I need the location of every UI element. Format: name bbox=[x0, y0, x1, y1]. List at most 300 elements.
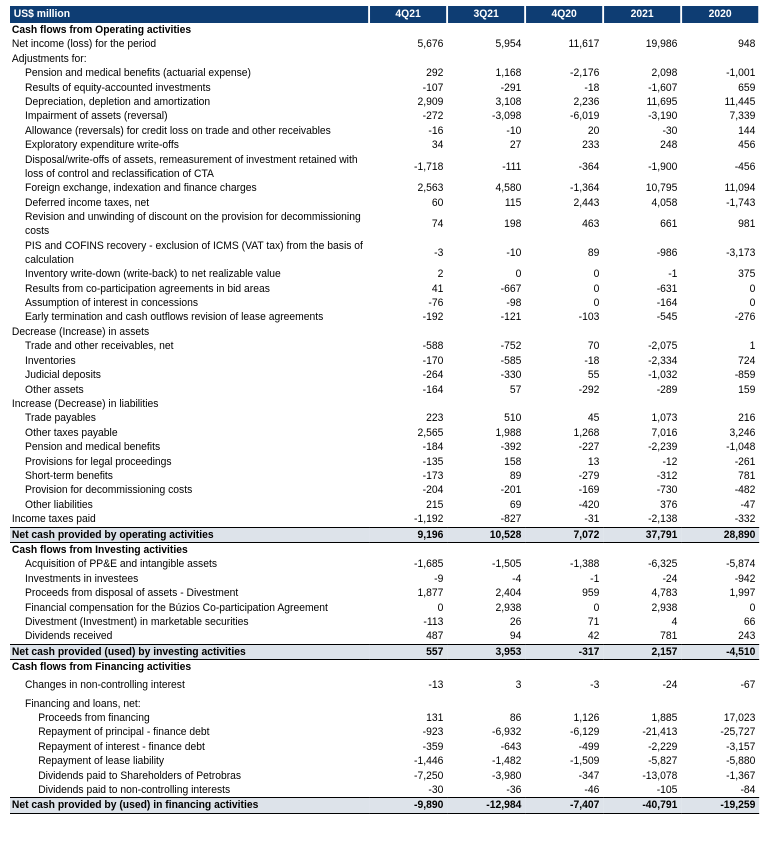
cell-value bbox=[681, 23, 759, 37]
cell-value: 724 bbox=[738, 354, 756, 367]
cell-value: -1 bbox=[668, 268, 678, 281]
cell-value: -164 bbox=[422, 383, 444, 396]
cell-value: 2,443 bbox=[573, 196, 600, 209]
cell-value: 144 bbox=[738, 124, 756, 137]
cell-value: 37,791 bbox=[603, 527, 681, 542]
cell-value: 4 bbox=[671, 616, 678, 628]
cell-value: 1,073 bbox=[651, 412, 678, 425]
cell-value: 981 bbox=[738, 218, 756, 231]
cell-value: 1 bbox=[749, 340, 756, 353]
cell-value: 7,016 bbox=[651, 426, 678, 439]
cell-value: 781 bbox=[738, 469, 756, 482]
table-row bbox=[10, 469, 759, 483]
cell-value: 34 bbox=[431, 139, 444, 152]
cell-value: -5,874 bbox=[726, 558, 756, 571]
cell-value: -631 bbox=[656, 282, 678, 295]
cell-value: 11,695 bbox=[646, 96, 678, 109]
table-row bbox=[10, 354, 759, 368]
row-label: Net cash provided by (used) in financing activities bbox=[10, 798, 369, 813]
table-row bbox=[10, 66, 759, 80]
cell-value bbox=[681, 542, 759, 557]
row-label: Increase (Decrease) in liabilities bbox=[11, 397, 159, 410]
row-label: Proceeds from financing bbox=[38, 712, 150, 725]
table-row bbox=[10, 455, 759, 469]
cell-value bbox=[603, 697, 681, 711]
cell-value: -1,505 bbox=[492, 558, 522, 571]
cell-value: -9,890 bbox=[369, 798, 447, 813]
cell-value: -105 bbox=[656, 784, 678, 797]
cell-value: 0 bbox=[593, 268, 600, 281]
cell-value bbox=[603, 52, 681, 66]
cell-value: -279 bbox=[578, 469, 600, 482]
cell-value: -261 bbox=[734, 455, 756, 468]
cell-value: -76 bbox=[428, 297, 444, 310]
row-label: Provision for decommissioning costs bbox=[25, 484, 193, 497]
table-row bbox=[10, 697, 759, 711]
section-header-row bbox=[10, 660, 759, 675]
cell-value: -173 bbox=[422, 469, 444, 482]
cell-value: -164 bbox=[656, 297, 678, 310]
table-row bbox=[10, 325, 759, 339]
total-row bbox=[10, 527, 759, 542]
cell-value: -667 bbox=[500, 282, 522, 295]
cell-value: -643 bbox=[500, 740, 522, 753]
cell-value: 2,098 bbox=[651, 67, 678, 80]
cell-value: -18 bbox=[584, 81, 600, 94]
cell-value: -7,407 bbox=[525, 798, 603, 813]
table-row bbox=[10, 629, 759, 644]
cell-value: 198 bbox=[504, 218, 522, 231]
cell-value: -67 bbox=[740, 679, 756, 692]
cell-value: 2 bbox=[437, 268, 444, 281]
cell-value: 4,783 bbox=[651, 587, 678, 600]
cell-value: 375 bbox=[738, 268, 756, 281]
cell-value bbox=[681, 52, 759, 66]
cell-value: 115 bbox=[504, 196, 522, 209]
row-label: Allowance (reversals) for credit loss on trade and other receivables bbox=[25, 124, 331, 137]
cell-value: -12 bbox=[662, 455, 678, 468]
cell-value: 487 bbox=[426, 630, 444, 643]
row-label: Decrease (Increase) in assets bbox=[11, 325, 150, 338]
cell-value: -1,032 bbox=[648, 369, 678, 382]
table-row bbox=[10, 196, 759, 210]
cell-value: 70 bbox=[587, 340, 600, 353]
cell-value: 0 bbox=[593, 282, 600, 295]
cell-value: 9,196 bbox=[369, 527, 447, 542]
cell-value bbox=[447, 325, 525, 339]
row-label: Revision and unwinding of discount on the provision for decommissioning costs bbox=[25, 211, 361, 238]
cell-value: 661 bbox=[660, 218, 678, 231]
cell-value: -5,827 bbox=[648, 755, 678, 768]
cell-value: 94 bbox=[509, 630, 522, 643]
cell-value: 86 bbox=[509, 712, 522, 725]
cell-value: 0 bbox=[593, 601, 600, 614]
cell-value: 659 bbox=[738, 81, 756, 94]
cell-value: -2,138 bbox=[648, 513, 678, 526]
cell-value: 248 bbox=[660, 139, 678, 152]
cell-value: 463 bbox=[582, 218, 600, 231]
cell-value: -1,685 bbox=[414, 558, 444, 571]
cell-value: 959 bbox=[582, 587, 600, 600]
cell-value: -204 bbox=[422, 484, 444, 497]
table-header-row bbox=[10, 6, 759, 23]
cell-value: 2,938 bbox=[495, 601, 522, 614]
cell-value: -3,157 bbox=[726, 740, 756, 753]
cell-value: -392 bbox=[500, 441, 522, 454]
cell-value: -13,078 bbox=[642, 769, 678, 782]
column-header: 4Q21 bbox=[369, 6, 447, 23]
cell-value: 42 bbox=[587, 630, 600, 643]
cell-value: -111 bbox=[502, 160, 522, 173]
row-label: Divestment (Investment) in marketable securities bbox=[25, 616, 249, 628]
cash-flow-table bbox=[10, 6, 760, 814]
cash-flow-statement bbox=[10, 6, 756, 814]
table-row bbox=[10, 675, 759, 697]
cell-value: 2,563 bbox=[417, 182, 444, 195]
cell-value bbox=[603, 23, 681, 37]
cell-value: -107 bbox=[422, 81, 444, 94]
section-header-row bbox=[10, 542, 759, 557]
row-label: Pension and medical benefits bbox=[25, 441, 161, 454]
cell-value: 89 bbox=[587, 246, 600, 259]
cell-value: 60 bbox=[431, 196, 444, 209]
cell-value bbox=[525, 23, 603, 37]
cell-value: -942 bbox=[734, 572, 756, 585]
cell-value: 0 bbox=[593, 297, 600, 310]
cell-value: 3 bbox=[515, 679, 522, 692]
cell-value: 26 bbox=[509, 616, 522, 628]
cell-value: -24 bbox=[662, 572, 678, 585]
table-row bbox=[10, 483, 759, 497]
row-label: Foreign exchange, indexation and finance charges bbox=[25, 182, 257, 195]
cell-value bbox=[369, 23, 447, 37]
section-header-row bbox=[10, 23, 759, 37]
cell-value: -2,229 bbox=[648, 740, 678, 753]
cell-value: 2,565 bbox=[417, 426, 444, 439]
table-row bbox=[10, 411, 759, 425]
cell-value: -5,880 bbox=[726, 755, 756, 768]
table-row bbox=[10, 725, 759, 739]
cell-value: 5,676 bbox=[417, 38, 444, 51]
row-label: Repayment of lease liability bbox=[38, 755, 165, 768]
cell-value: -19,259 bbox=[681, 798, 759, 813]
table-row bbox=[10, 124, 759, 138]
cell-value: 10,795 bbox=[645, 182, 678, 195]
cell-value: -3,980 bbox=[492, 769, 522, 782]
cell-value: -420 bbox=[578, 498, 600, 511]
row-label: Trade and other receivables, net bbox=[25, 340, 174, 353]
cell-value: 131 bbox=[426, 712, 444, 725]
table-row bbox=[10, 267, 759, 281]
cell-value: 1,988 bbox=[495, 426, 522, 439]
cell-value: 292 bbox=[426, 67, 444, 80]
cell-value: -3,190 bbox=[648, 110, 678, 123]
table-row bbox=[10, 310, 759, 324]
cell-value bbox=[525, 397, 603, 411]
cell-value: 28,890 bbox=[681, 527, 759, 542]
cell-value: -36 bbox=[506, 784, 522, 797]
cell-value: -3,098 bbox=[492, 110, 522, 123]
table-row bbox=[10, 512, 759, 527]
cell-value: 243 bbox=[738, 630, 756, 643]
cell-value bbox=[681, 325, 759, 339]
cell-value bbox=[447, 660, 525, 675]
table-row bbox=[10, 109, 759, 123]
cell-value: -21,413 bbox=[642, 726, 678, 739]
cell-value: -3 bbox=[590, 679, 600, 692]
cell-value: -1,001 bbox=[726, 67, 756, 80]
cell-value: -12,984 bbox=[447, 798, 525, 813]
cell-value: -347 bbox=[578, 769, 600, 782]
row-label: Deferred income taxes, net bbox=[25, 196, 150, 209]
cell-value: -359 bbox=[422, 740, 444, 753]
cell-value: -499 bbox=[578, 740, 600, 753]
cell-value bbox=[447, 397, 525, 411]
cell-value: 1,997 bbox=[729, 587, 756, 600]
cell-value: -103 bbox=[578, 311, 600, 324]
row-label: Net cash provided (used) by investing activities bbox=[10, 644, 369, 659]
cell-value: -1 bbox=[590, 572, 600, 585]
cell-value bbox=[603, 325, 681, 339]
cell-value: -2,334 bbox=[648, 354, 678, 367]
row-label: Cash flows from Operating activities bbox=[11, 24, 192, 36]
cell-value: 4,058 bbox=[651, 196, 678, 209]
cell-value: -859 bbox=[734, 369, 756, 382]
row-label: Assumption of interest in concessions bbox=[25, 297, 199, 310]
cell-value: -585 bbox=[500, 354, 522, 367]
table-row bbox=[10, 754, 759, 768]
cell-value: -3 bbox=[434, 246, 444, 259]
cell-value: 45 bbox=[587, 412, 600, 425]
table-row bbox=[10, 711, 759, 725]
cell-value: -923 bbox=[422, 726, 444, 739]
cell-value bbox=[369, 52, 447, 66]
cell-value bbox=[525, 542, 603, 557]
cell-value: -30 bbox=[428, 784, 444, 797]
cell-value: 1,168 bbox=[495, 67, 522, 80]
cell-value: -227 bbox=[578, 441, 600, 454]
column-header: 2020 bbox=[681, 6, 759, 23]
column-header: 3Q21 bbox=[447, 6, 525, 23]
cell-value: -364 bbox=[578, 160, 600, 173]
row-label: Inventory write-down (write-back) to net realizable value bbox=[25, 268, 281, 281]
row-label: Changes in non-controlling interest bbox=[25, 679, 185, 692]
table-row bbox=[10, 783, 759, 798]
row-label: Net cash provided by operating activities bbox=[10, 527, 369, 542]
cell-value: 71 bbox=[587, 616, 600, 628]
cell-value: -1,446 bbox=[414, 755, 444, 768]
cell-value bbox=[525, 325, 603, 339]
cell-value: -2,239 bbox=[648, 441, 678, 454]
cell-value bbox=[369, 542, 447, 557]
table-row bbox=[10, 282, 759, 296]
cell-value: 0 bbox=[749, 601, 756, 614]
table-row bbox=[10, 37, 759, 51]
cell-value: -46 bbox=[584, 784, 600, 797]
cell-value: -1,367 bbox=[726, 769, 756, 782]
cell-value: -1,900 bbox=[648, 160, 678, 173]
row-label: Cash flows from Investing activities bbox=[11, 543, 188, 556]
table-row bbox=[10, 52, 759, 66]
row-label: Acquisition of PP&E and intangible assets bbox=[25, 558, 218, 571]
cell-value: -10 bbox=[506, 124, 522, 137]
cell-value: 0 bbox=[515, 268, 522, 281]
cell-value: -1,482 bbox=[492, 755, 522, 768]
cell-value: -7,250 bbox=[414, 769, 444, 782]
table-row bbox=[10, 81, 759, 95]
cell-value bbox=[603, 542, 681, 557]
cell-value bbox=[447, 23, 525, 37]
cell-value: 1,877 bbox=[417, 587, 444, 600]
cell-value bbox=[681, 697, 759, 711]
row-label: Financing and loans, net: bbox=[25, 697, 141, 710]
cell-value: -312 bbox=[656, 469, 678, 482]
cell-value: -276 bbox=[734, 311, 756, 324]
cell-value: -272 bbox=[422, 110, 444, 123]
cell-value: -6,932 bbox=[492, 726, 522, 739]
cell-value: -986 bbox=[656, 246, 678, 259]
row-label: Results of equity-accounted investments bbox=[25, 81, 211, 94]
cell-value: -730 bbox=[656, 484, 678, 497]
row-label: Proceeds from disposal of assets - Divestment bbox=[25, 587, 239, 600]
cell-value: -47 bbox=[740, 498, 756, 511]
cell-value: 41 bbox=[431, 282, 444, 295]
row-label: Judicial deposits bbox=[25, 369, 101, 382]
table-row bbox=[10, 296, 759, 310]
cell-value: -2,075 bbox=[648, 340, 678, 353]
cell-value: 3,246 bbox=[729, 426, 756, 439]
table-row bbox=[10, 601, 759, 615]
cell-value: 7,072 bbox=[525, 527, 603, 542]
cell-value: -291 bbox=[500, 81, 522, 94]
cell-value: -201 bbox=[500, 484, 522, 497]
cell-value: -545 bbox=[656, 311, 678, 324]
total-row bbox=[10, 644, 759, 659]
column-header: 4Q20 bbox=[525, 6, 603, 23]
row-label: Other taxes payable bbox=[25, 426, 118, 439]
cell-value: 69 bbox=[509, 498, 522, 511]
cell-value: -1,048 bbox=[726, 441, 756, 454]
table-row bbox=[10, 586, 759, 600]
cell-value: -169 bbox=[578, 484, 600, 497]
cell-value: -18 bbox=[584, 354, 600, 367]
cell-value bbox=[525, 52, 603, 66]
cell-value: 89 bbox=[509, 469, 522, 482]
cell-value: 5,954 bbox=[495, 38, 522, 51]
table-row bbox=[10, 383, 759, 397]
row-label: Dividends paid to Shareholders of Petrobras bbox=[38, 769, 242, 782]
cell-value: -1,192 bbox=[414, 513, 444, 526]
row-label: Exploratory expenditure write-offs bbox=[25, 139, 179, 152]
row-label: Cash flows from Financing activities bbox=[11, 661, 192, 674]
cell-value: -170 bbox=[422, 354, 444, 367]
cell-value: 2,157 bbox=[603, 644, 681, 659]
cell-value: -456 bbox=[734, 160, 756, 173]
row-label: Repayment of principal - finance debt bbox=[38, 726, 210, 739]
cell-value bbox=[447, 542, 525, 557]
cell-value: 215 bbox=[426, 498, 444, 511]
cell-value: 216 bbox=[738, 412, 756, 425]
cell-value bbox=[681, 397, 759, 411]
cell-value: 66 bbox=[743, 616, 756, 628]
row-label: Other assets bbox=[25, 383, 84, 396]
cell-value: -330 bbox=[500, 369, 522, 382]
cell-value bbox=[525, 660, 603, 675]
cell-value: 2,404 bbox=[495, 587, 522, 600]
cell-value: -184 bbox=[422, 441, 444, 454]
table-row bbox=[10, 740, 759, 754]
cell-value: 74 bbox=[431, 218, 444, 231]
cell-value: -588 bbox=[422, 340, 444, 353]
row-label: Dividends received bbox=[25, 630, 113, 643]
cell-value bbox=[681, 660, 759, 675]
cell-value: 10,528 bbox=[447, 527, 525, 542]
table-row bbox=[10, 769, 759, 783]
row-label: PIS and COFINS recovery - exclusion of ICMS (VAT tax) from the basis of calculation bbox=[25, 239, 363, 266]
table-row bbox=[10, 426, 759, 440]
cell-value: 4,580 bbox=[495, 182, 522, 195]
cell-value: -192 bbox=[422, 311, 444, 324]
table-row bbox=[10, 95, 759, 109]
cell-value: 7,339 bbox=[729, 110, 756, 123]
cell-value: 13 bbox=[587, 455, 600, 468]
cell-value bbox=[603, 660, 681, 675]
cell-value: -30 bbox=[662, 124, 678, 137]
table-row bbox=[10, 153, 759, 182]
row-label: Pension and medical benefits (actuarial expense) bbox=[25, 67, 251, 80]
cell-value bbox=[369, 397, 447, 411]
cell-value: 456 bbox=[738, 139, 756, 152]
cell-value: -1,718 bbox=[414, 160, 444, 173]
table-row bbox=[10, 138, 759, 152]
cell-value: 0 bbox=[749, 282, 756, 295]
table-row bbox=[10, 181, 759, 195]
cell-value: -40,791 bbox=[603, 798, 681, 813]
row-label: Provisions for legal proceedings bbox=[25, 455, 172, 468]
cell-value: -121 bbox=[500, 311, 522, 324]
row-label: Results from co-participation agreements in bid areas bbox=[25, 282, 270, 295]
table-row bbox=[10, 339, 759, 353]
row-label: Impairment of assets (reversal) bbox=[25, 110, 168, 123]
cell-value: -1,607 bbox=[648, 81, 678, 94]
cell-value: 233 bbox=[582, 139, 600, 152]
cell-value: 376 bbox=[660, 498, 678, 511]
cell-value: -6,325 bbox=[648, 558, 678, 571]
cell-value: 0 bbox=[749, 297, 756, 310]
unit-header: US$ million bbox=[10, 6, 369, 23]
cell-value: -292 bbox=[578, 383, 600, 396]
column-header: 2021 bbox=[603, 6, 681, 23]
row-label: Adjustments for: bbox=[11, 52, 87, 65]
row-label: Other liabilities bbox=[25, 498, 93, 511]
cell-value: -13 bbox=[428, 679, 444, 692]
cell-value: -10 bbox=[506, 246, 522, 259]
cell-value: -113 bbox=[423, 616, 444, 628]
cell-value: 781 bbox=[660, 630, 678, 643]
cell-value: -24 bbox=[662, 679, 678, 692]
cell-value bbox=[603, 397, 681, 411]
cell-value: -4,510 bbox=[681, 644, 759, 659]
row-label: Dividends paid to non-controlling interests bbox=[38, 784, 231, 797]
table-row bbox=[10, 557, 759, 571]
total-row bbox=[10, 798, 759, 813]
cell-value: -31 bbox=[584, 513, 600, 526]
cell-value: 158 bbox=[504, 455, 522, 468]
cell-value: -482 bbox=[734, 484, 756, 497]
cell-value: -1,509 bbox=[570, 755, 600, 768]
cell-value: 3,953 bbox=[447, 644, 525, 659]
table-row bbox=[10, 368, 759, 382]
